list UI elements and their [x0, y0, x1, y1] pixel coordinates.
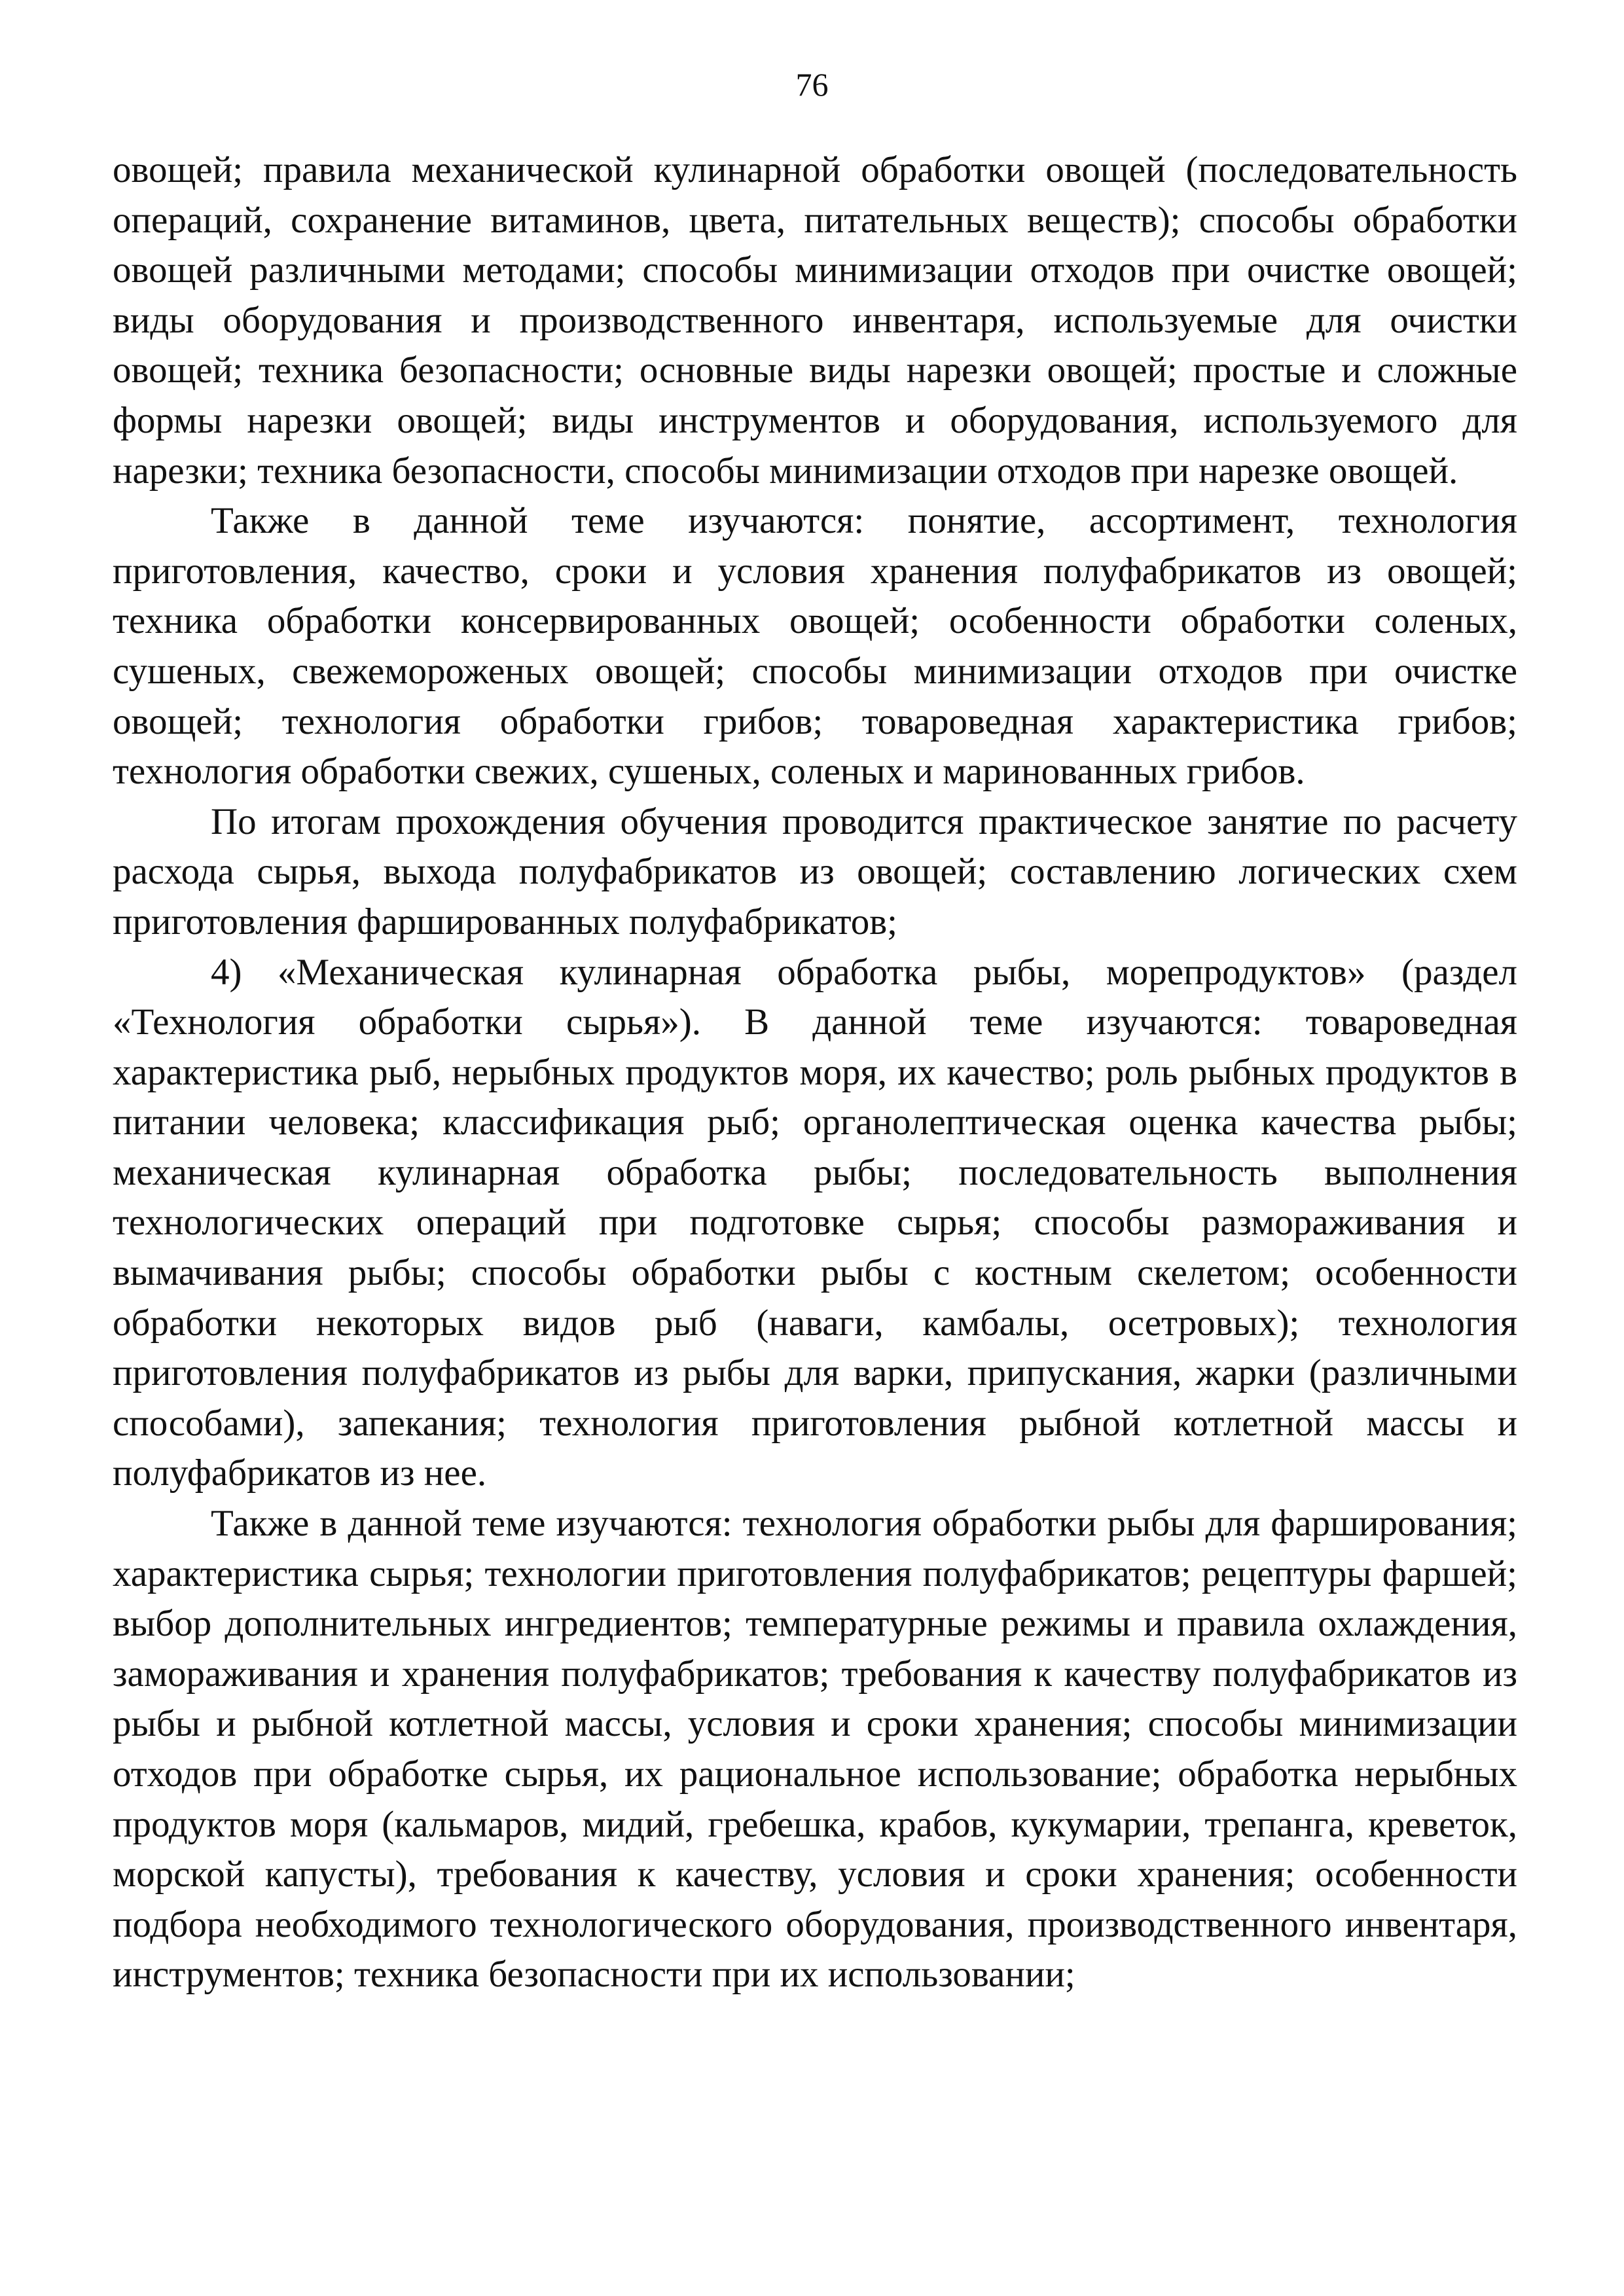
paragraph-practical-session: По итогам прохождения обучения проводится практическое занятие по расчету расхода сырья, выхода полуфабрикатов из овощей; составлению логических схем приготовления фаршированных полуфабрикатов;	[113, 800, 1517, 942]
page-number: 76	[795, 66, 829, 103]
paragraph-vegetables-continued: овощей; правила механической кулинарной обработки овощей (последовательность операций, сохранение витаминов, цвета, питательных веществ); способы обработки овощей различными методами; способы минимизации отходов при очистке овощей; виды оборудования и производственного инвентаря, используемые для очистки овощей; техника безопасности; основные виды нарезки овощей; простые и сложные формы нарезки овощей; виды инструментов и оборудования, используемого для нарезки; техника безопасности, способы минимизации отходов при нарезке овощей.	[113, 149, 1517, 492]
paragraph-fish-processing: 4) «Механическая кулинарная обработка рыбы, морепродуктов» (раздел «Технология обработки сырья»). В данной теме изучаются: товароведная характеристика рыб, нерыбных продуктов моря, их качество; роль рыбных продуктов в питании человека; классификация рыб; органолептическая оценка качества рыбы; механическая кулинарная обработка рыбы; последовательность выполнения технологических операций при подготовке сырья; способы размораживания и вымачивания рыбы; способы обработки рыбы с костным скелетом; особенности обработки некоторых видов рыб (наваги, камбалы, осетровых); технология приготовления полуфабрикатов из рыбы для варки, припускания, жарки (различными способами), запекания; технология приготовления рыбной котлетной массы и полуфабрикатов из нее.	[113, 951, 1517, 1494]
paragraph-fish-stuffing: Также в данной теме изучаются: технология обработки рыбы для фарширования; характеристика сырья; технологии приготовления полуфабрикатов; рецептуры фаршей; выбор дополнительных ингредиентов; температурные режимы и правила охлаждения, замораживания и хранения полуфабрикатов; требования к качеству полуфабрикатов из рыбы и рыбной котлетной массы, условия и сроки хранения; способы минимизации отходов при обработке сырья, их рациональное использование; обработка нерыбных продуктов моря (кальмаров, мидий, гребешка, крабов, кукумарии, трепанга, креветок, морской капусты), требования к качеству, условия и сроки хранения; особенности подбора необходимого технологического оборудования, производственного инвентаря, инструментов; техника безопасности при их использовании;	[113, 1503, 1517, 1996]
body-text	[113, 145, 1517, 2000]
paragraph-vegetables-semi-finished: Также в данной теме изучаются: понятие, ассортимент, технология приготовления, качество, сроки и условия хранения полуфабрикатов из овощей; техника обработки консервированных овощей; особенности обработки соленых, сушеных, свежемороженых овощей; способы минимизации отходов при очистке овощей; технология обработки грибов; товароведная характеристика грибов; технология обработки свежих, сушеных, соленых и маринованных грибов.	[113, 500, 1517, 793]
